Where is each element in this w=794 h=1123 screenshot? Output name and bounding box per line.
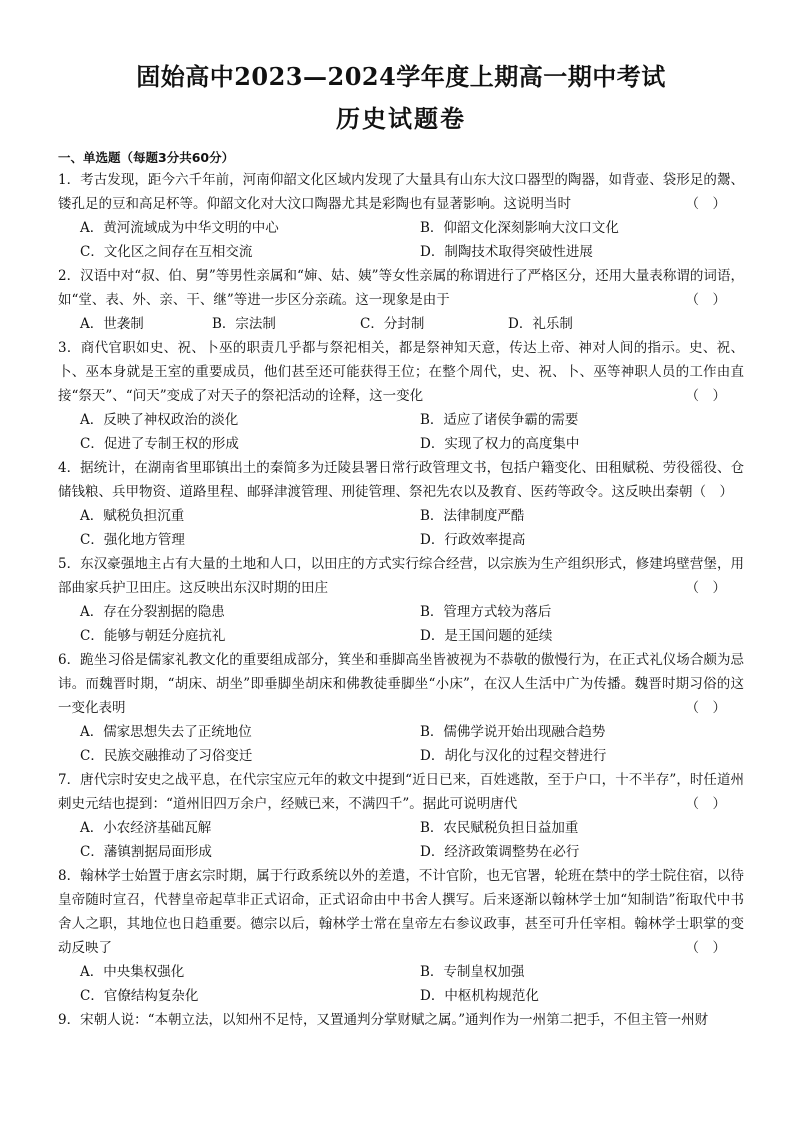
option-c: C．官僚结构复杂化	[80, 988, 199, 1004]
option-d: D．礼乐制	[508, 316, 573, 332]
option-b: B．仰韶文化深刻影响大汶口文化	[420, 220, 619, 236]
question-stem: 7．唐代宗时安史之战平息，在代宗宝应元年的敕文中提到“近日已来，百姓逃散，至于户口，十不半存”，时任道州刺史元结也提到：“道州旧四万余户，经贼已来，不满四千”。据此可说明唐代	[58, 772, 744, 812]
option-a: A．儒家思想失去了正统地位	[80, 724, 252, 740]
answer-bracket: （ ）	[685, 388, 726, 404]
option-group	[80, 504, 744, 552]
option-c: C．促进了专制王权的形成	[80, 436, 239, 452]
option-c: C．文化区之间存在互相交流	[80, 244, 253, 260]
answer-bracket: （ ）	[685, 292, 726, 308]
option-d: D．制陶技术取得突破性进展	[420, 244, 593, 260]
exam-subtitle: 历史试题卷	[336, 104, 466, 133]
option-group	[80, 816, 744, 864]
option-b: B．管理方式较为落后	[420, 604, 552, 620]
option-d: D．实现了权力的高度集中	[420, 436, 580, 452]
section-heading: 一、单选题（每题3分共60分）	[58, 150, 235, 165]
question-2	[58, 264, 744, 336]
answer-bracket: （ ）	[692, 484, 733, 500]
option-c: C．强化地方管理	[80, 532, 185, 548]
question-stem: 4．据统计，在湖南省里耶镇出土的秦简多为迁陵县署日常行政管理文书，包括户籍变化、田租赋税、劳役徭役、仓储钱粮、兵甲物资、道路里程、邮驿津渡管理、刑徒管理、祭祀先农以及教育、医药等政令。这反映出秦朝	[58, 460, 744, 500]
option-group	[80, 312, 744, 336]
option-a: A．黄河流域成为中华文明的中心	[80, 220, 279, 236]
option-group	[80, 216, 744, 264]
option-d: D．胡化与汉化的过程交替进行	[420, 748, 607, 764]
option-d: D．行政效率提高	[420, 532, 526, 548]
option-b: B．儒佛学说开始出现融合趋势	[420, 724, 606, 740]
question-5	[58, 552, 744, 648]
option-a: A．中央集权强化	[80, 964, 185, 980]
answer-bracket: （ ）	[685, 196, 726, 212]
option-group	[80, 600, 744, 648]
option-a: A．小农经济基础瓦解	[80, 820, 212, 836]
question-4	[58, 456, 744, 552]
option-group	[80, 720, 744, 768]
question-stem: 5．东汉豪强地主占有大量的土地和人口，以田庄的方式实行综合经营，以宗族为生产组织形式，修建坞壁营堡，用部曲家兵护卫田庄。这反映出东汉时期的田庄	[58, 556, 744, 596]
answer-bracket: （ ）	[685, 796, 726, 812]
question-stem: 6．跪坐习俗是儒家礼教文化的重要组成部分，箕坐和垂脚高坐皆被视为不恭敬的傲慢行为，在正式礼仪场合颇为忌讳。而魏晋时期，“胡床、胡坐”即垂脚坐胡床和佛教徒垂脚坐“小床”，在汉人生活中广为传播。魏晋时期习俗的这一变化表明	[58, 652, 744, 716]
question-1	[58, 168, 744, 264]
option-b: B．农民赋税负担日益加重	[420, 820, 579, 836]
option-d: D．是王国问题的延续	[420, 628, 553, 644]
exam-title: 固始高中2023—2024学年度上期高一期中考试	[136, 62, 666, 91]
question-stem: 3．商代官职如史、祝、卜巫的职责几乎都与祭祀相关，都是祭神知天意，传达上帝、神对人间的指示。史、祝、卜、巫本身就是王室的重要成员，他们甚至还可能获得王位；在整个周代，史、祝、卜、巫等神职人员的工作由直接“祭天”、“问天”变成了对天子的祭祀活动的诠释，这一变化	[58, 340, 744, 404]
option-d: D．中枢机构规范化	[420, 988, 539, 1004]
answer-bracket: （ ）	[685, 940, 726, 956]
option-a: A．世袭制	[80, 316, 144, 332]
option-a: A．存在分裂割据的隐患	[80, 604, 225, 620]
option-b: B．宗法制	[212, 316, 276, 332]
question-stem: 2．汉语中对“叔、伯、舅”等男性亲属和“婶、姑、姨”等女性亲属的称谓进行了严格区分，还用大量表称谓的词语，如“堂、表、外、亲、干、继”等进一步区分亲疏。这一现象是由于	[58, 268, 744, 308]
option-a: A．赋税负担沉重	[80, 508, 185, 524]
question-9	[58, 1008, 744, 1032]
option-c: C．能够与朝廷分庭抗礼	[80, 628, 226, 644]
option-a: A．反映了神权政治的淡化	[80, 412, 239, 428]
option-group	[80, 408, 744, 456]
option-d: D．经济政策调整势在必行	[420, 844, 580, 860]
option-group	[80, 960, 744, 1008]
option-c: C．藩镇割据局面形成	[80, 844, 212, 860]
option-b: B．适应了诸侯争霸的需要	[420, 412, 579, 428]
option-c: C．民族交融推动了习俗变迁	[80, 748, 253, 764]
question-3	[58, 336, 744, 456]
answer-bracket: （ ）	[685, 700, 726, 716]
question-stem: 8．翰林学士始置于唐玄宗时期，属于行政系统以外的差遣，不计官阶，也无官署，轮班在禁中的学士院住宿，以待皇帝随时宣召，代替皇帝起草非正式诏命，正式诏命由中书舍人撰写。后来逐渐以翰林学士加“知制诰”衔取代中书舍人之职，其地位也日趋重要。德宗以后，翰林学士常在皇帝左右参议政事，甚至可升任宰相。翰林学士职掌的变动反映了	[58, 868, 744, 956]
option-c: C．分封制	[360, 316, 425, 332]
question-list	[58, 168, 744, 1032]
answer-bracket: （ ）	[685, 580, 726, 596]
question-stem: 1．考古发现，距今六千年前，河南仰韶文化区域内发现了大量具有山东大汶口器型的陶器，如背壶、袋形足的鬶、镂孔足的豆和高足杯等。仰韶文化对大汶口陶器尤其是彩陶也有显著影响。这说明当时	[58, 172, 744, 212]
option-b: B．专制皇权加强	[420, 964, 525, 980]
question-6	[58, 648, 744, 768]
question-stem: 9．宋朝人说：“本朝立法，以知州不足恃，又置通判分掌财赋之属。”通判作为一州第二把手，不但主管一州财	[58, 1012, 709, 1028]
option-b: B．法律制度严酷	[420, 508, 525, 524]
question-8	[58, 864, 744, 1008]
question-7	[58, 768, 744, 864]
